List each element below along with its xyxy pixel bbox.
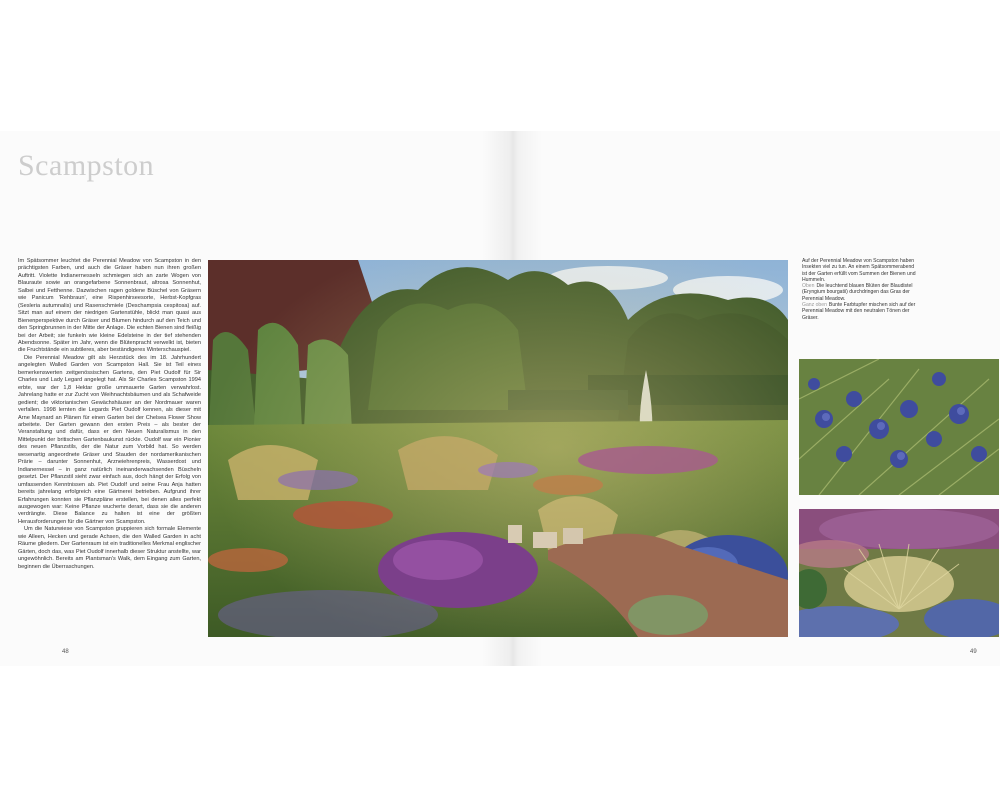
caption-bottom-label: Ganz oben	[802, 302, 827, 309]
body-paragraph-3: Um die Naturwiese von Scampston gruppieren sich formale Elemente wie Alleen, Hecken und gerade Achsen, die den Walled Garden in acht Räume gliedern. Der Gartenraum ist ein traditionelles Merkmal englischer Gärten, doch das, was Piet Oudolf innerhalb dieser Struktur anstellte, war ungewöhnlich. Bereits am Plantsman's Walk, dem Eingang zum Garten, beginnen die Überraschungen.	[18, 526, 201, 570]
thistle-photo	[799, 359, 999, 495]
book-spread	[0, 131, 1000, 666]
page-number-left: 48	[62, 649, 69, 655]
garden-photo	[208, 260, 788, 637]
caption-bottom-text: Bunte Farbtupfer mischen sich auf der Perennial Meadow mit den neutralen Tönen der Gräser.	[802, 302, 916, 321]
caption-top-text: Die leuchtend blauen Blüten der Blaudistel (Eryngium bourgatii) durchdringen das Gras der Perennial Meadow.	[802, 283, 913, 302]
photo-captions	[802, 258, 920, 321]
page-number-right: 49	[970, 649, 977, 655]
meadow-photo	[799, 509, 999, 637]
body-text	[18, 258, 201, 571]
page-title: Scampston	[18, 149, 155, 182]
body-paragraph-2: Die Perennial Meadow gilt als Herzstück des im 18. Jahrhundert angelegten Walled Garden von Scampston Hall. Sie ist Teil eines bemerkenswerten zeitgenössischen Gartens, den Piet Oudolf für Sir Charles und Lady Legard angelegt hat. Als Sir Charles Scampston 1994 erbte, war der 1,8 Hektar große ummauerte Garten verwahrlost. Jahrelang hatte er zur Zucht von Weihnachtsbäumen und als Schafweide gedient; die viktorianischen Gewächshäuser an der Nordmauer waren verfallen. 1998 lernten die Legards Piet Oudolf kennen, als dieser mit Arne Maynard an Plänen für einen Garten bei der Chelsea Flower Show arbeitete. Der Garten gewann den ersten Preis – als bester der Veranstaltung und dafür, dass er den Neuen Naturalismus in den Mittelpunkt der britischen Gartenbaukunst rückte. Oudolf war ein Pionier des neuen Pflanzstils, der die Natur zum Vorbild hat. So werden wesenartig angeordnete Gräser und Stauden der nordamerikanischen Prärie – darunter Sonnenhut, Arzneiehrenpreis, Wasserdost und Indianernessel – in ganz natürlich ineinanderwachsenden Büscheln gesetzt. Der Pflanzstil sieht zwar einfach aus, doch hängt der Erfolg von umfassenden Kenntnissen ab. Piet Oudolf und seine Frau Anja hatten bereits jahrelang erfolgreich eine Gärtnerei betrieben. Aufgrund ihrer Erfahrungen konnten sie Pflanzpläne erstellen, bei denen alles perfekt ausgewogen war: Keine Pflanze wucherte derart, dass sie die anderen verdrängte. Diese Balance zu halten ist eine der größten Herausforderungen für die Gärtner von Scampston.	[18, 354, 201, 525]
body-paragraph-1: Im Spätsommer leuchtet die Perennial Meadow von Scampston in den prächtigsten Farben, und auch die Gräser haben nun ihren großen Auftritt. Violette Indianernesseln schmiegen sich an zarte Wogen von Blauraute sowie an orangefarbene Sonnenbraut, altrosa Sonnenhut, Salbei und Fetthenne. Dazwischen ragen goldene Büschel von Gräsern wie Panicum 'Rehbraun', eine Rispenhirseesorte, Herbst-Kopfgras (Sesleria autumnalis) und Rasenschmiele (Deschampsia cespitosa) auf. Sitzt man auf einem der niedrigen Gartenstühle, blickt man quasi aus Bienenperspektive durch Gräser und Blumen hindurch auf den Teich und den Springbrunnen in der Mitte der Anlage. Die echten Bienen sind fleißig bei der Arbeit; sie funkeln wie kleine Edelsteine in der tief stehenden Abendsonne. Später im Jahr, wenn die Blütenpracht verwelkt ist, bieten die Fruchtstände ein subtileres, aber beständigeres Winterschauspiel.	[18, 258, 201, 354]
caption-bottom	[802, 302, 920, 321]
caption-top-label: Oben	[802, 283, 815, 290]
caption-top	[802, 283, 920, 302]
caption-main: Auf der Perennial Meadow von Scampston haben Insekten viel zu tun. An einem Spätsommerabend ist der Garten erfüllt vom Summen der Bienen und Hummeln.	[802, 258, 916, 283]
